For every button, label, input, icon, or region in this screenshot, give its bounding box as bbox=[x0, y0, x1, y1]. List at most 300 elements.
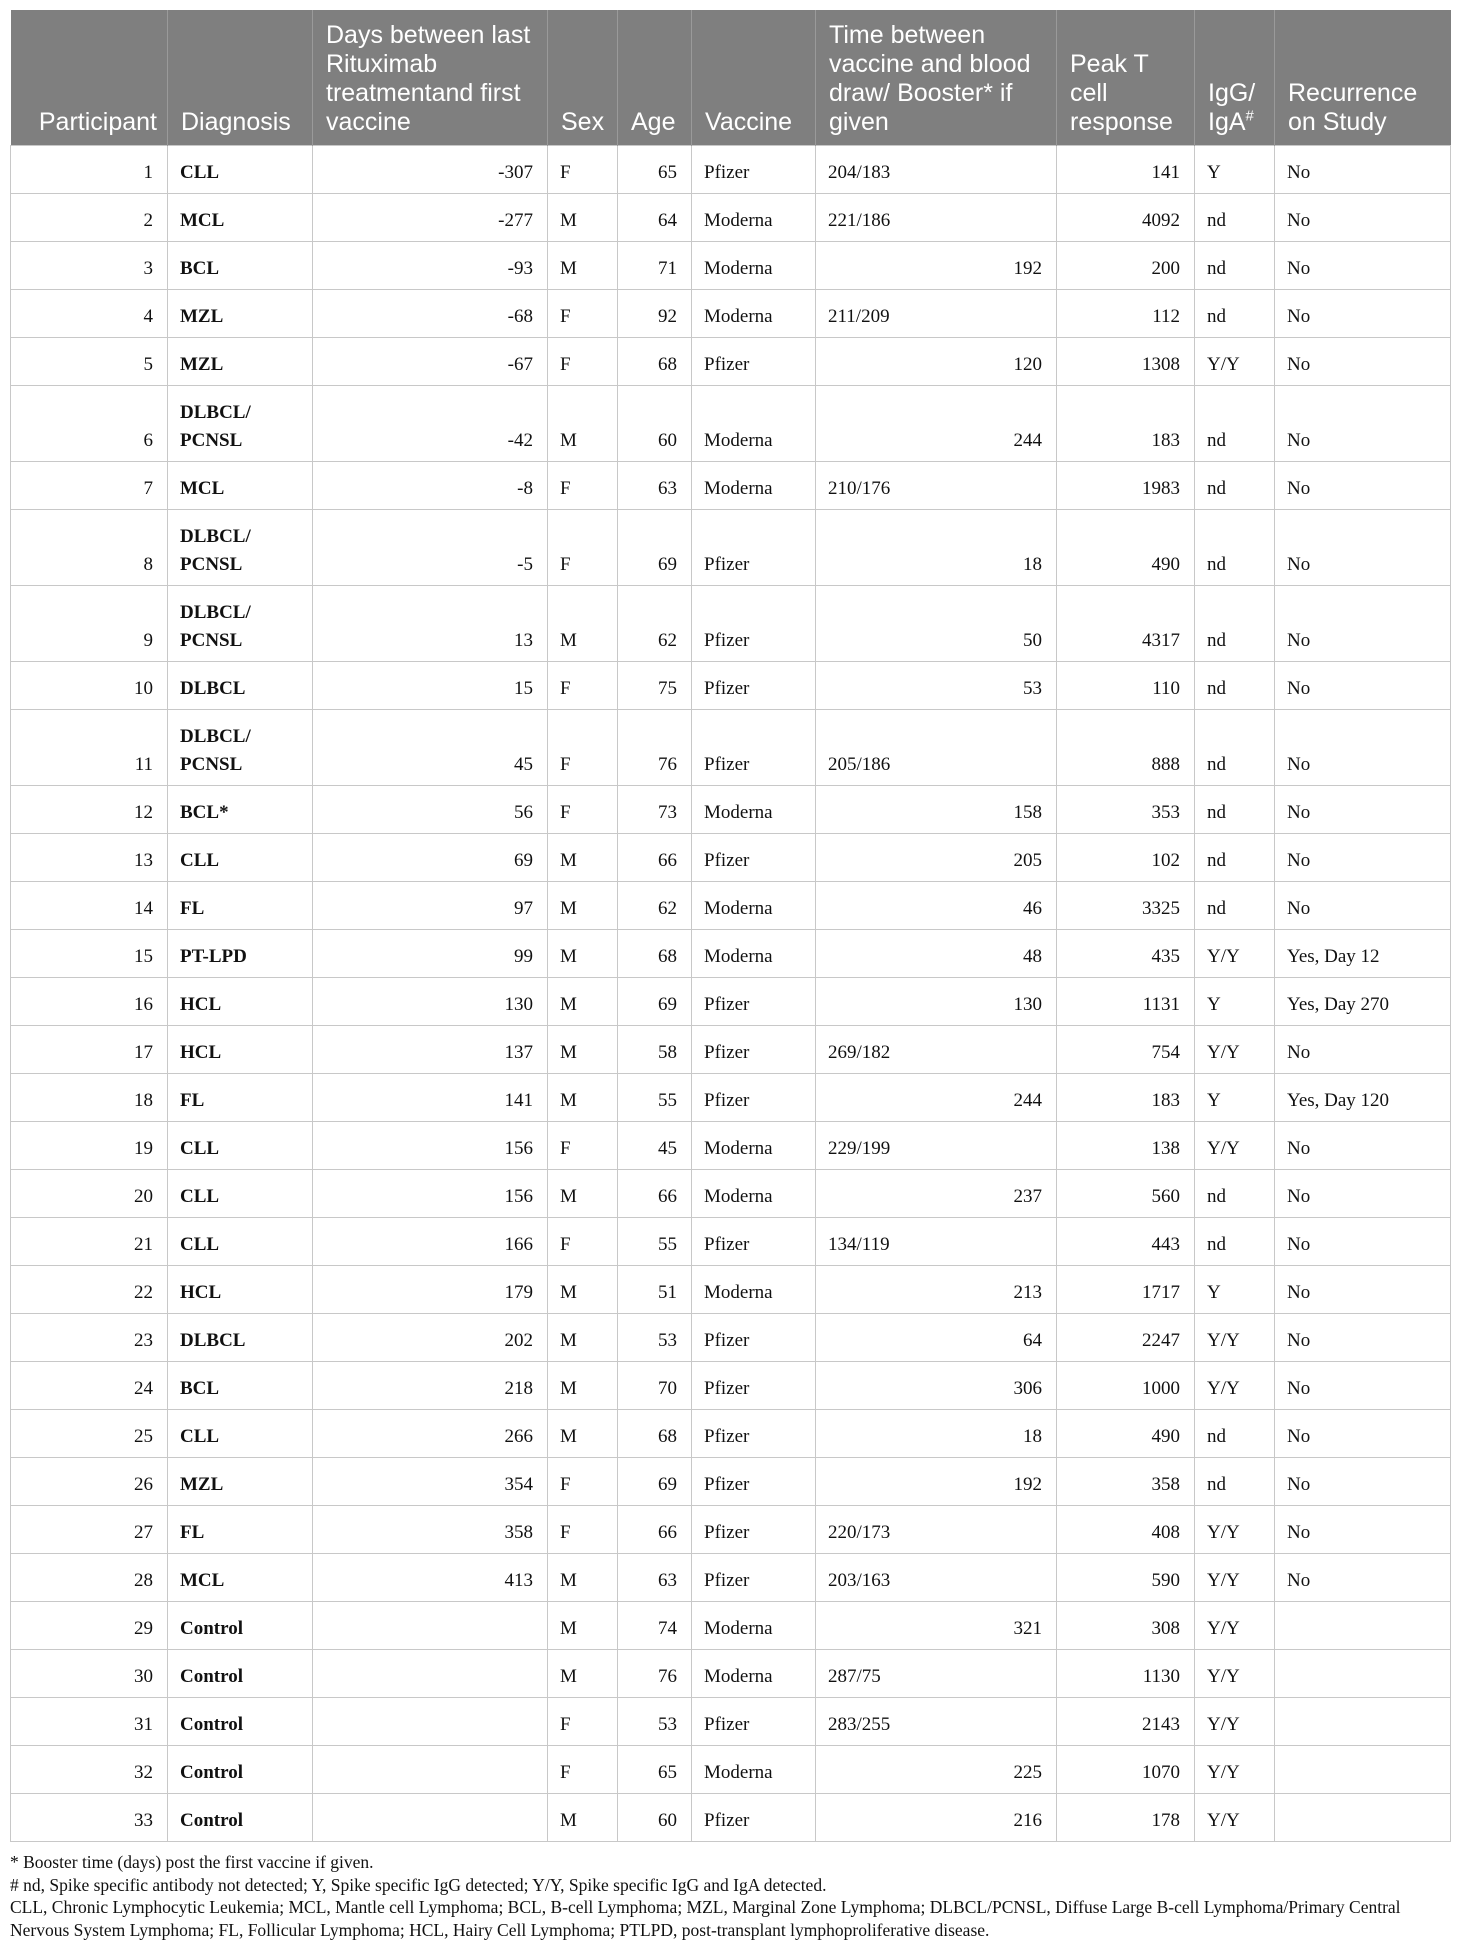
cell-time: 50 bbox=[816, 586, 1057, 662]
cell-days: 179 bbox=[313, 1266, 548, 1314]
cell-age: 76 bbox=[618, 1650, 692, 1698]
cell-diagnosis: Control bbox=[168, 1650, 313, 1698]
header-peak: Peak T cell response bbox=[1057, 10, 1195, 146]
cell-peak: 1308 bbox=[1057, 338, 1195, 386]
cell-age: 70 bbox=[618, 1362, 692, 1410]
cell-igg: Y bbox=[1195, 1074, 1275, 1122]
cell-igg: Y/Y bbox=[1195, 1650, 1275, 1698]
cell-age: 60 bbox=[618, 386, 692, 462]
cell-igg: Y/Y bbox=[1195, 1794, 1275, 1842]
cell-recurrence: No bbox=[1275, 290, 1451, 338]
cell-sex: M bbox=[548, 242, 618, 290]
footnote-abbreviations: CLL, Chronic Lymphocytic Leukemia; MCL, Mantle cell Lymphoma; BCL, B-cell Lymphoma; MZL, Marginal Zone Lymphoma; DLBCL/PCNSL, Diffuse Large B-cell Lymphoma/Primary Central Nervous System Lymphoma; FL, Follicular Lymphoma; HCL, Hairy Cell Lymphoma; PTLPD, post-transplant lymphoproliferative disease. bbox=[10, 1897, 1401, 1940]
cell-sex: M bbox=[548, 1410, 618, 1458]
cell-time: 237 bbox=[816, 1170, 1057, 1218]
cell-participant: 33 bbox=[11, 1794, 168, 1842]
cell-peak: 4317 bbox=[1057, 586, 1195, 662]
cell-age: 63 bbox=[618, 462, 692, 510]
cell-igg: Y/Y bbox=[1195, 1362, 1275, 1410]
cell-diagnosis: MZL bbox=[168, 290, 313, 338]
cell-days: 354 bbox=[313, 1458, 548, 1506]
cell-peak: 308 bbox=[1057, 1602, 1195, 1650]
cell-vaccine: Pfizer bbox=[692, 1794, 816, 1842]
cell-sex: M bbox=[548, 978, 618, 1026]
cell-igg: nd bbox=[1195, 462, 1275, 510]
cell-days bbox=[313, 1794, 548, 1842]
cell-age: 62 bbox=[618, 586, 692, 662]
cell-peak: 183 bbox=[1057, 386, 1195, 462]
cell-recurrence: No bbox=[1275, 662, 1451, 710]
cell-age: 53 bbox=[618, 1314, 692, 1362]
cell-igg: Y bbox=[1195, 146, 1275, 194]
cell-participant: 30 bbox=[11, 1650, 168, 1698]
cell-participant: 5 bbox=[11, 338, 168, 386]
cell-time: 229/199 bbox=[816, 1122, 1057, 1170]
cell-recurrence: No bbox=[1275, 882, 1451, 930]
table-body bbox=[11, 146, 1451, 1842]
cell-age: 55 bbox=[618, 1074, 692, 1122]
cell-peak: 590 bbox=[1057, 1554, 1195, 1602]
cell-age: 65 bbox=[618, 1746, 692, 1794]
cell-days: 156 bbox=[313, 1170, 548, 1218]
cell-diagnosis: FL bbox=[168, 1074, 313, 1122]
cell-sex: F bbox=[548, 662, 618, 710]
cell-peak: 4092 bbox=[1057, 194, 1195, 242]
table-row bbox=[11, 194, 1451, 242]
cell-recurrence: No bbox=[1275, 1218, 1451, 1266]
cell-age: 69 bbox=[618, 978, 692, 1026]
table-row bbox=[11, 462, 1451, 510]
cell-diagnosis: MZL bbox=[168, 1458, 313, 1506]
cell-peak: 353 bbox=[1057, 786, 1195, 834]
table-row bbox=[11, 1554, 1451, 1602]
cell-sex: M bbox=[548, 930, 618, 978]
cell-time: 192 bbox=[816, 1458, 1057, 1506]
cell-time: 321 bbox=[816, 1602, 1057, 1650]
cell-participant: 8 bbox=[11, 510, 168, 586]
cell-igg: nd bbox=[1195, 882, 1275, 930]
cell-vaccine: Pfizer bbox=[692, 662, 816, 710]
cell-recurrence: No bbox=[1275, 1362, 1451, 1410]
cell-days: 218 bbox=[313, 1362, 548, 1410]
cell-recurrence: No bbox=[1275, 510, 1451, 586]
cell-age: 66 bbox=[618, 1506, 692, 1554]
cell-sex: F bbox=[548, 786, 618, 834]
cell-sex: M bbox=[548, 386, 618, 462]
cell-vaccine: Moderna bbox=[692, 290, 816, 338]
cell-sex: M bbox=[548, 1314, 618, 1362]
cell-days: -307 bbox=[313, 146, 548, 194]
cell-peak: 490 bbox=[1057, 510, 1195, 586]
cell-days: -277 bbox=[313, 194, 548, 242]
cell-recurrence: Yes, Day 270 bbox=[1275, 978, 1451, 1026]
cell-time: 203/163 bbox=[816, 1554, 1057, 1602]
cell-sex: F bbox=[548, 510, 618, 586]
cell-age: 66 bbox=[618, 834, 692, 882]
table-row bbox=[11, 1122, 1451, 1170]
cell-vaccine: Pfizer bbox=[692, 1218, 816, 1266]
cell-participant: 22 bbox=[11, 1266, 168, 1314]
table-row bbox=[11, 1170, 1451, 1218]
cell-time: 120 bbox=[816, 338, 1057, 386]
cell-age: 68 bbox=[618, 930, 692, 978]
cell-diagnosis: DLBCL/ PCNSL bbox=[168, 386, 313, 462]
cell-peak: 1130 bbox=[1057, 1650, 1195, 1698]
cell-igg: Y/Y bbox=[1195, 338, 1275, 386]
cell-days: 13 bbox=[313, 586, 548, 662]
cell-time: 205/186 bbox=[816, 710, 1057, 786]
cell-sex: M bbox=[548, 1554, 618, 1602]
cell-participant: 24 bbox=[11, 1362, 168, 1410]
cell-recurrence: No bbox=[1275, 586, 1451, 662]
cell-recurrence bbox=[1275, 1698, 1451, 1746]
cell-sex: F bbox=[548, 1122, 618, 1170]
cell-time: 220/173 bbox=[816, 1506, 1057, 1554]
cell-days: 45 bbox=[313, 710, 548, 786]
cell-time: 283/255 bbox=[816, 1698, 1057, 1746]
table-row bbox=[11, 1266, 1451, 1314]
header-row bbox=[11, 10, 1451, 146]
cell-vaccine: Pfizer bbox=[692, 978, 816, 1026]
cell-recurrence: No bbox=[1275, 1458, 1451, 1506]
cell-diagnosis: MCL bbox=[168, 1554, 313, 1602]
cell-peak: 490 bbox=[1057, 1410, 1195, 1458]
cell-peak: 102 bbox=[1057, 834, 1195, 882]
cell-vaccine: Moderna bbox=[692, 1266, 816, 1314]
table-row bbox=[11, 1362, 1451, 1410]
cell-diagnosis: HCL bbox=[168, 1026, 313, 1074]
cell-peak: 138 bbox=[1057, 1122, 1195, 1170]
cell-igg: nd bbox=[1195, 710, 1275, 786]
cell-vaccine: Pfizer bbox=[692, 338, 816, 386]
cell-peak: 754 bbox=[1057, 1026, 1195, 1074]
cell-sex: F bbox=[548, 1218, 618, 1266]
cell-diagnosis: DLBCL bbox=[168, 1314, 313, 1362]
cell-recurrence: No bbox=[1275, 194, 1451, 242]
cell-igg: Y/Y bbox=[1195, 930, 1275, 978]
cell-participant: 26 bbox=[11, 1458, 168, 1506]
cell-diagnosis: BCL* bbox=[168, 786, 313, 834]
cell-age: 65 bbox=[618, 146, 692, 194]
table-row bbox=[11, 1074, 1451, 1122]
table-row bbox=[11, 510, 1451, 586]
cell-participant: 27 bbox=[11, 1506, 168, 1554]
cell-days bbox=[313, 1602, 548, 1650]
table-row bbox=[11, 786, 1451, 834]
cell-days: 266 bbox=[313, 1410, 548, 1458]
cell-diagnosis: FL bbox=[168, 1506, 313, 1554]
cell-sex: F bbox=[548, 462, 618, 510]
cell-age: 69 bbox=[618, 1458, 692, 1506]
cell-peak: 110 bbox=[1057, 662, 1195, 710]
cell-vaccine: Moderna bbox=[692, 386, 816, 462]
cell-age: 63 bbox=[618, 1554, 692, 1602]
cell-age: 53 bbox=[618, 1698, 692, 1746]
cell-peak: 1000 bbox=[1057, 1362, 1195, 1410]
cell-days: 413 bbox=[313, 1554, 548, 1602]
cell-vaccine: Pfizer bbox=[692, 1554, 816, 1602]
cell-peak: 200 bbox=[1057, 242, 1195, 290]
cell-time: 287/75 bbox=[816, 1650, 1057, 1698]
table-row bbox=[11, 1410, 1451, 1458]
cell-diagnosis: Control bbox=[168, 1794, 313, 1842]
header-igg-footnote-mark: # bbox=[1245, 107, 1254, 125]
table-row bbox=[11, 338, 1451, 386]
cell-vaccine: Moderna bbox=[692, 242, 816, 290]
cell-vaccine: Moderna bbox=[692, 462, 816, 510]
cell-peak: 443 bbox=[1057, 1218, 1195, 1266]
cell-participant: 16 bbox=[11, 978, 168, 1026]
cell-recurrence bbox=[1275, 1650, 1451, 1698]
cell-vaccine: Pfizer bbox=[692, 1698, 816, 1746]
cell-participant: 14 bbox=[11, 882, 168, 930]
cell-participant: 9 bbox=[11, 586, 168, 662]
table-row bbox=[11, 930, 1451, 978]
cell-igg: nd bbox=[1195, 786, 1275, 834]
cell-diagnosis: CLL bbox=[168, 1170, 313, 1218]
cell-igg: nd bbox=[1195, 510, 1275, 586]
cell-peak: 1070 bbox=[1057, 1746, 1195, 1794]
cell-age: 92 bbox=[618, 290, 692, 338]
cell-diagnosis: MZL bbox=[168, 338, 313, 386]
cell-igg: Y/Y bbox=[1195, 1314, 1275, 1362]
cell-participant: 6 bbox=[11, 386, 168, 462]
cell-igg: Y bbox=[1195, 1266, 1275, 1314]
cell-days: 156 bbox=[313, 1122, 548, 1170]
table-row bbox=[11, 1794, 1451, 1842]
cell-peak: 1983 bbox=[1057, 462, 1195, 510]
table-row bbox=[11, 1458, 1451, 1506]
cell-igg: Y/Y bbox=[1195, 1506, 1275, 1554]
cell-sex: M bbox=[548, 1026, 618, 1074]
cell-sex: F bbox=[548, 1458, 618, 1506]
cell-sex: F bbox=[548, 710, 618, 786]
cell-vaccine: Moderna bbox=[692, 194, 816, 242]
cell-peak: 560 bbox=[1057, 1170, 1195, 1218]
cell-sex: F bbox=[548, 338, 618, 386]
cell-vaccine: Moderna bbox=[692, 930, 816, 978]
cell-igg: Y/Y bbox=[1195, 1026, 1275, 1074]
cell-participant: 12 bbox=[11, 786, 168, 834]
cell-time: 225 bbox=[816, 1746, 1057, 1794]
cell-recurrence: Yes, Day 120 bbox=[1275, 1074, 1451, 1122]
cell-participant: 10 bbox=[11, 662, 168, 710]
cell-igg: Y/Y bbox=[1195, 1122, 1275, 1170]
footnote-antibody: # nd, Spike specific antibody not detected; Y, Spike specific IgG detected; Y/Y, Spike specific IgG and IgA detected. bbox=[10, 1874, 827, 1895]
cell-days: 69 bbox=[313, 834, 548, 882]
header-participant: Participant bbox=[11, 10, 168, 146]
cell-participant: 2 bbox=[11, 194, 168, 242]
header-recurrence: Recurrence on Study bbox=[1275, 10, 1451, 146]
cell-participant: 21 bbox=[11, 1218, 168, 1266]
cell-igg: nd bbox=[1195, 1410, 1275, 1458]
cell-vaccine: Pfizer bbox=[692, 710, 816, 786]
cell-time: 53 bbox=[816, 662, 1057, 710]
cell-time: 130 bbox=[816, 978, 1057, 1026]
cell-participant: 11 bbox=[11, 710, 168, 786]
cell-participant: 20 bbox=[11, 1170, 168, 1218]
cell-sex: M bbox=[548, 1074, 618, 1122]
cell-sex: F bbox=[548, 1698, 618, 1746]
cell-igg: nd bbox=[1195, 1170, 1275, 1218]
cell-days: 15 bbox=[313, 662, 548, 710]
cell-time: 244 bbox=[816, 386, 1057, 462]
cell-days: 141 bbox=[313, 1074, 548, 1122]
cell-recurrence bbox=[1275, 1602, 1451, 1650]
cell-igg: nd bbox=[1195, 242, 1275, 290]
table-row bbox=[11, 1314, 1451, 1362]
cell-igg: nd bbox=[1195, 290, 1275, 338]
cell-diagnosis: CLL bbox=[168, 1122, 313, 1170]
cell-recurrence: No bbox=[1275, 834, 1451, 882]
cell-vaccine: Moderna bbox=[692, 1602, 816, 1650]
table-row bbox=[11, 834, 1451, 882]
cell-vaccine: Pfizer bbox=[692, 1506, 816, 1554]
cell-recurrence: No bbox=[1275, 146, 1451, 194]
cell-age: 60 bbox=[618, 1794, 692, 1842]
cell-days: -5 bbox=[313, 510, 548, 586]
header-vaccine: Vaccine bbox=[692, 10, 816, 146]
cell-igg: Y/Y bbox=[1195, 1554, 1275, 1602]
cell-vaccine: Pfizer bbox=[692, 1026, 816, 1074]
table-row bbox=[11, 290, 1451, 338]
table-row bbox=[11, 146, 1451, 194]
cell-participant: 13 bbox=[11, 834, 168, 882]
cell-sex: F bbox=[548, 1746, 618, 1794]
cell-recurrence: No bbox=[1275, 242, 1451, 290]
cell-age: 55 bbox=[618, 1218, 692, 1266]
table-row bbox=[11, 242, 1451, 290]
cell-diagnosis: PT-LPD bbox=[168, 930, 313, 978]
header-age: Age bbox=[618, 10, 692, 146]
table-row bbox=[11, 1506, 1451, 1554]
footnote-booster: * Booster time (days) post the first vaccine if given. bbox=[10, 1852, 374, 1872]
cell-diagnosis: CLL bbox=[168, 1218, 313, 1266]
cell-days: 202 bbox=[313, 1314, 548, 1362]
cell-peak: 183 bbox=[1057, 1074, 1195, 1122]
table-row bbox=[11, 882, 1451, 930]
cell-recurrence: No bbox=[1275, 786, 1451, 834]
cell-days: -42 bbox=[313, 386, 548, 462]
cell-time: 205 bbox=[816, 834, 1057, 882]
cell-age: 76 bbox=[618, 710, 692, 786]
header-igg-label: IgG/ IgA bbox=[1208, 79, 1256, 136]
cell-sex: F bbox=[548, 146, 618, 194]
cell-diagnosis: HCL bbox=[168, 1266, 313, 1314]
cell-days: 97 bbox=[313, 882, 548, 930]
cell-igg: nd bbox=[1195, 1458, 1275, 1506]
cell-age: 62 bbox=[618, 882, 692, 930]
cell-recurrence: No bbox=[1275, 1170, 1451, 1218]
cell-sex: M bbox=[548, 194, 618, 242]
header-days: Days between last Rituximab treatmentand first vaccine bbox=[313, 10, 548, 146]
cell-participant: 3 bbox=[11, 242, 168, 290]
cell-time: 306 bbox=[816, 1362, 1057, 1410]
cell-sex: M bbox=[548, 586, 618, 662]
cell-diagnosis: DLBCL/ PCNSL bbox=[168, 586, 313, 662]
cell-igg: nd bbox=[1195, 834, 1275, 882]
cell-participant: 32 bbox=[11, 1746, 168, 1794]
cell-diagnosis: Control bbox=[168, 1602, 313, 1650]
cell-time: 134/119 bbox=[816, 1218, 1057, 1266]
table-row bbox=[11, 1746, 1451, 1794]
table-row bbox=[11, 978, 1451, 1026]
cell-diagnosis: CLL bbox=[168, 146, 313, 194]
cell-recurrence: No bbox=[1275, 1122, 1451, 1170]
cell-time: 18 bbox=[816, 1410, 1057, 1458]
cell-participant: 4 bbox=[11, 290, 168, 338]
cell-recurrence: No bbox=[1275, 338, 1451, 386]
cell-sex: M bbox=[548, 1794, 618, 1842]
cell-recurrence bbox=[1275, 1746, 1451, 1794]
cell-diagnosis: CLL bbox=[168, 834, 313, 882]
cell-days: 56 bbox=[313, 786, 548, 834]
cell-days: -67 bbox=[313, 338, 548, 386]
cell-vaccine: Pfizer bbox=[692, 1410, 816, 1458]
cell-participant: 23 bbox=[11, 1314, 168, 1362]
cell-participant: 15 bbox=[11, 930, 168, 978]
cell-days: 130 bbox=[313, 978, 548, 1026]
cell-diagnosis: BCL bbox=[168, 242, 313, 290]
cell-peak: 2247 bbox=[1057, 1314, 1195, 1362]
cell-sex: M bbox=[548, 1266, 618, 1314]
header-diagnosis: Diagnosis bbox=[168, 10, 313, 146]
cell-recurrence: No bbox=[1275, 462, 1451, 510]
cell-participant: 19 bbox=[11, 1122, 168, 1170]
cell-igg: nd bbox=[1195, 586, 1275, 662]
cell-vaccine: Moderna bbox=[692, 1650, 816, 1698]
table-row bbox=[11, 662, 1451, 710]
cell-days bbox=[313, 1746, 548, 1794]
cell-peak: 3325 bbox=[1057, 882, 1195, 930]
cell-sex: M bbox=[548, 1362, 618, 1410]
cell-diagnosis: DLBCL bbox=[168, 662, 313, 710]
cell-vaccine: Moderna bbox=[692, 882, 816, 930]
cell-peak: 2143 bbox=[1057, 1698, 1195, 1746]
cell-recurrence: No bbox=[1275, 1266, 1451, 1314]
cell-sex: M bbox=[548, 834, 618, 882]
cell-recurrence: Yes, Day 12 bbox=[1275, 930, 1451, 978]
cell-peak: 408 bbox=[1057, 1506, 1195, 1554]
cell-age: 64 bbox=[618, 194, 692, 242]
cell-igg: nd bbox=[1195, 662, 1275, 710]
cell-sex: M bbox=[548, 882, 618, 930]
cell-diagnosis: Control bbox=[168, 1746, 313, 1794]
cell-recurrence bbox=[1275, 1794, 1451, 1842]
cell-age: 73 bbox=[618, 786, 692, 834]
header-igg bbox=[1195, 10, 1275, 146]
cell-age: 75 bbox=[618, 662, 692, 710]
cell-days: 358 bbox=[313, 1506, 548, 1554]
cell-age: 74 bbox=[618, 1602, 692, 1650]
cell-time: 158 bbox=[816, 786, 1057, 834]
cell-age: 45 bbox=[618, 1122, 692, 1170]
cell-igg: Y/Y bbox=[1195, 1746, 1275, 1794]
cell-age: 68 bbox=[618, 338, 692, 386]
cell-peak: 888 bbox=[1057, 710, 1195, 786]
cell-igg: Y/Y bbox=[1195, 1698, 1275, 1746]
cell-recurrence: No bbox=[1275, 1506, 1451, 1554]
cell-diagnosis: CLL bbox=[168, 1410, 313, 1458]
cell-age: 66 bbox=[618, 1170, 692, 1218]
table-row bbox=[11, 1650, 1451, 1698]
cell-igg: nd bbox=[1195, 386, 1275, 462]
header-time: Time between vaccine and blood draw/ Booster* if given bbox=[816, 10, 1057, 146]
cell-days: -68 bbox=[313, 290, 548, 338]
cell-age: 58 bbox=[618, 1026, 692, 1074]
cell-participant: 25 bbox=[11, 1410, 168, 1458]
cell-time: 192 bbox=[816, 242, 1057, 290]
